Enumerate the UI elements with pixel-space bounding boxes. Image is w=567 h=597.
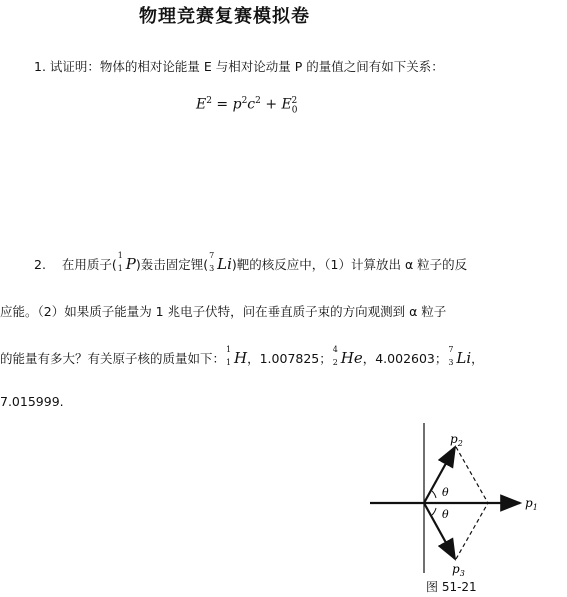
question-2-line-3 <box>0 345 484 367</box>
page-title: 物理竞赛复赛模拟卷 <box>139 6 310 27</box>
question-1-text: 1. 试证明：物体的相对论能量 E 与相对论动量 P 的量值之间有如下关系： <box>34 59 444 74</box>
dashed-line-upper <box>456 447 488 503</box>
p2-label: $p_2$ <box>450 432 463 448</box>
question-2-line-1 <box>34 251 468 273</box>
nuclide-proton: ( 1 1 P) <box>111 251 141 273</box>
nuclide-H: 1 1 H <box>226 345 248 367</box>
q2-text-1a: 在用质子 <box>61 257 112 272</box>
mass-H: ，1.007825； <box>247 351 332 366</box>
mass-He: ，4.002603； <box>362 351 448 366</box>
momentum-vector-diagram <box>370 423 560 578</box>
nuclide-lithium: ( 7 3 Li) <box>203 251 237 273</box>
q2-text-3a: 的能量有多大？有关原子核的质量如下： <box>0 351 226 366</box>
relativistic-energy-equation: $E^2 = p^2c^2 + E_0^2$ <box>196 96 298 116</box>
question-2-line-2: 应能。（2）如果质子能量为 1 兆电子伏特，问在垂直质子束的方向观测到 α 粒子 <box>0 304 447 319</box>
theta-label-lower: θ <box>442 508 449 521</box>
p2-vector <box>424 447 455 503</box>
question-2-line-4: 7.015999. <box>0 394 64 409</box>
q2-text-1b: 轰击固定锂 <box>140 257 204 272</box>
q2-text-3d: ， <box>471 351 484 366</box>
nuclide-Li: 7 3 Li <box>448 345 472 367</box>
theta-arc-upper <box>432 491 436 498</box>
p3-vector <box>424 503 455 559</box>
q2-text-1c: 靶的核反应中，（1）计算放出 α 粒子的反 <box>236 257 468 272</box>
nuclide-He: 4 2 He <box>332 345 363 367</box>
p3-label: $p_3$ <box>452 562 465 578</box>
dashed-line-lower <box>456 503 488 559</box>
p1-label: $p_1$ <box>525 496 538 512</box>
figure-caption: 图 51-21 <box>426 580 477 594</box>
theta-arc-lower <box>432 508 436 515</box>
theta-label-upper: θ <box>442 486 449 499</box>
question-2-number: 2. <box>34 257 46 272</box>
